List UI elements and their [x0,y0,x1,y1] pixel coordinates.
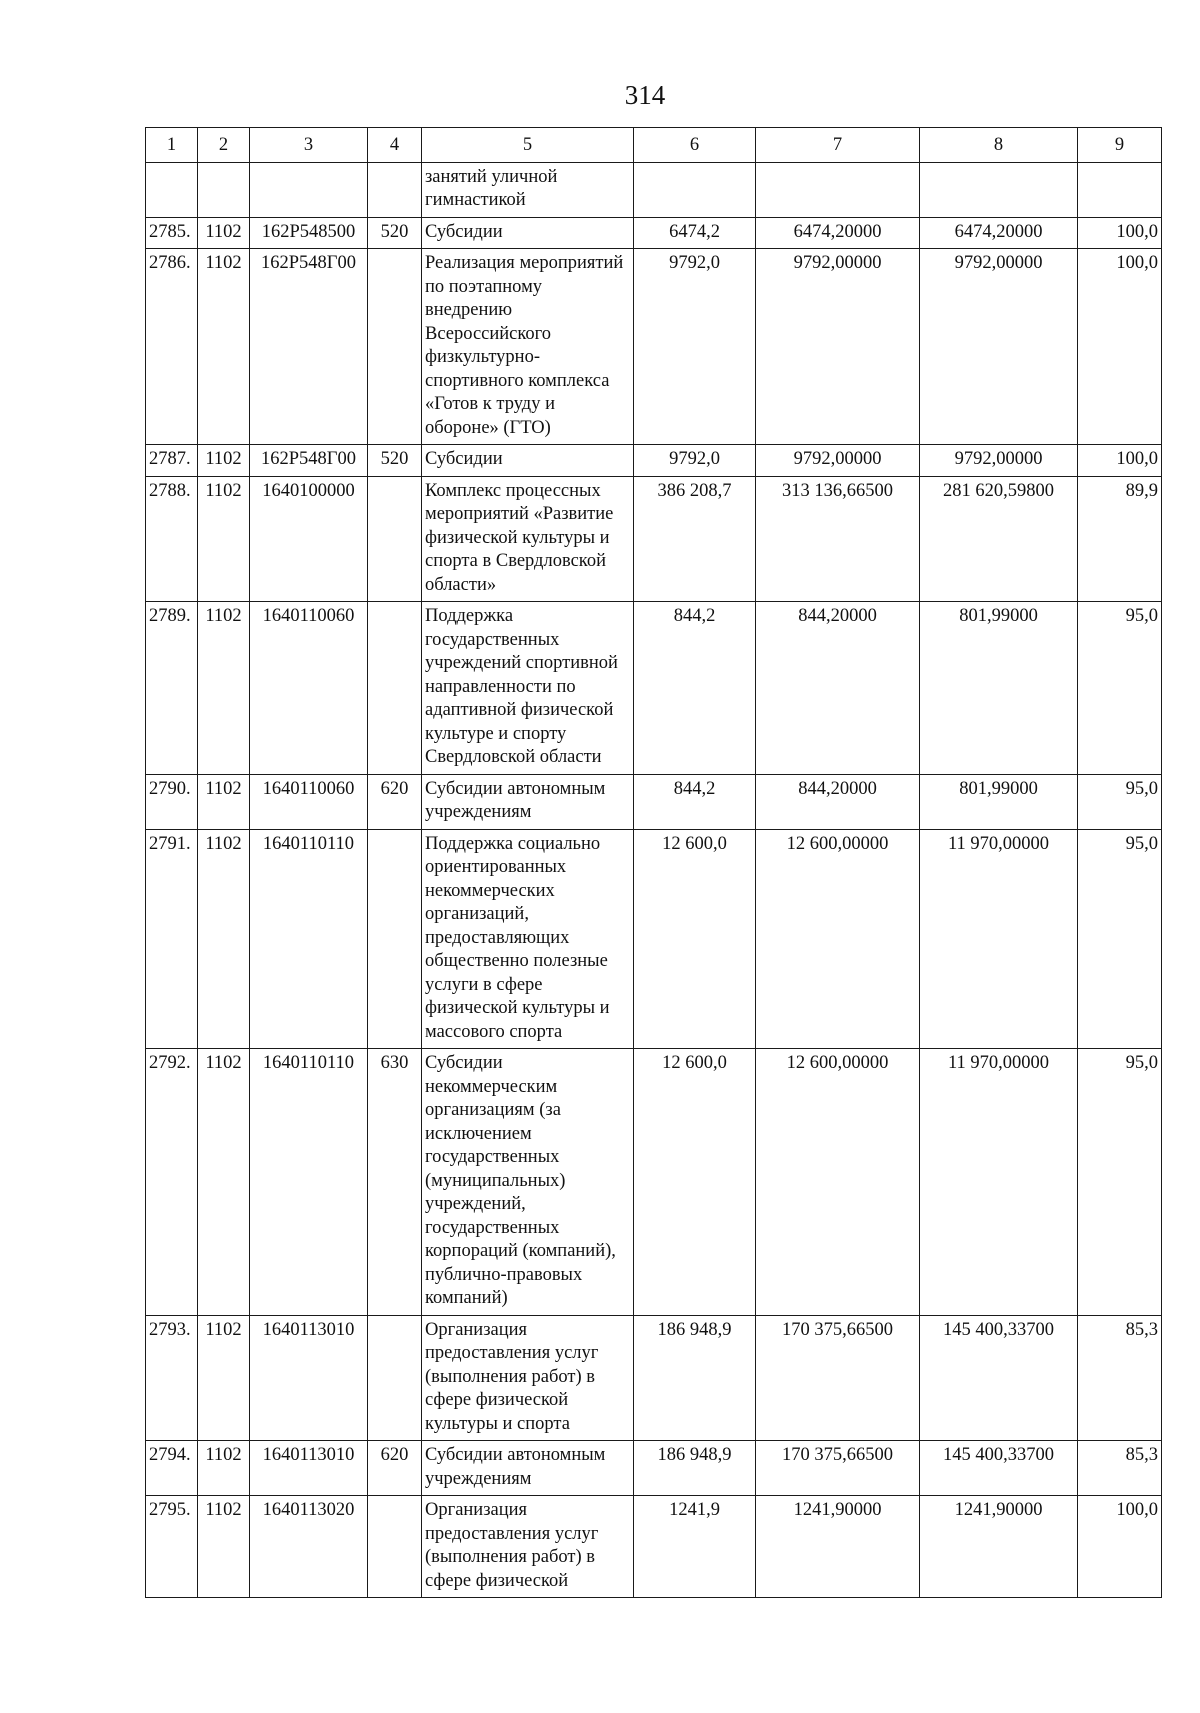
value-col8-cell: 145 400,33700 [920,1441,1078,1496]
section-code-cell: 1102 [198,602,250,775]
value-col7-cell: 1241,90000 [756,1496,920,1598]
target-code-cell: 1640110110 [250,829,368,1049]
row-number-cell: 2793. [146,1315,198,1441]
target-code-cell: 1640100000 [250,476,368,602]
target-code-cell: 162P548500 [250,217,368,249]
percent-cell: 100,0 [1078,249,1162,445]
value-col7-cell: 9792,00000 [756,445,920,477]
row-number-cell: 2791. [146,829,198,1049]
value-col6-cell: 844,2 [634,602,756,775]
table-row [146,162,1162,217]
value-col7-cell: 6474,20000 [756,217,920,249]
table-row [146,217,1162,249]
value-col7-cell: 9792,00000 [756,249,920,445]
value-col7-cell: 844,20000 [756,602,920,775]
expense-type-cell [368,1496,422,1598]
section-code-cell: 1102 [198,774,250,829]
table-row [146,774,1162,829]
row-number-cell: 2789. [146,602,198,775]
table-row [146,249,1162,445]
table-header-row [146,128,1162,163]
section-code-cell: 1102 [198,829,250,1049]
section-code-cell: 1102 [198,217,250,249]
row-number-cell: 2794. [146,1441,198,1496]
target-code-cell: 1640110060 [250,602,368,775]
percent-cell [1078,162,1162,217]
value-col7-cell [756,162,920,217]
row-number-cell: 2786. [146,249,198,445]
section-code-cell: 1102 [198,249,250,445]
value-col6-cell: 9792,0 [634,445,756,477]
column-header-6: 6 [634,128,756,163]
item-name-cell: Комплекс процессных мероприятий «Развитие физической культуры и спорта в Свердловской области» [422,476,634,602]
value-col7-cell: 170 375,66500 [756,1441,920,1496]
value-col6-cell: 12 600,0 [634,1049,756,1316]
value-col8-cell: 801,99000 [920,602,1078,775]
value-col6-cell: 844,2 [634,774,756,829]
expense-type-cell: 520 [368,217,422,249]
table-row [146,1049,1162,1316]
column-header-7: 7 [756,128,920,163]
value-col6-cell: 9792,0 [634,249,756,445]
column-header-8: 8 [920,128,1078,163]
value-col6-cell: 186 948,9 [634,1315,756,1441]
item-name-cell: Поддержка социально ориентированных некоммерческих организаций, предоставляющих общественно полезные услуги в сфере физической культуры и массового спорта [422,829,634,1049]
value-col6-cell: 6474,2 [634,217,756,249]
percent-cell: 85,3 [1078,1315,1162,1441]
target-code-cell: 162P548Г00 [250,445,368,477]
item-name-cell: занятий уличной гимнастикой [422,162,634,217]
percent-cell: 85,3 [1078,1441,1162,1496]
item-name-cell: Субсидии автономным учреждениям [422,1441,634,1496]
expense-type-cell [368,602,422,775]
item-name-cell: Субсидии некоммерческим организациям (за исключением государственных (муниципальных) учреждений, государственных корпораций (компаний), публично-правовых компаний) [422,1049,634,1316]
section-code-cell: 1102 [198,1496,250,1598]
section-code-cell: 1102 [198,1315,250,1441]
row-number-cell: 2785. [146,217,198,249]
row-number-cell: 2788. [146,476,198,602]
item-name-cell: Реализация мероприятий по поэтапному внедрению Всероссийского физкультурно-спортивного комплекса «Готов к труду и обороне» (ГТО) [422,249,634,445]
table-row [146,1441,1162,1496]
percent-cell: 100,0 [1078,217,1162,249]
expense-type-cell: 630 [368,1049,422,1316]
target-code-cell: 1640113010 [250,1315,368,1441]
expense-type-cell: 620 [368,774,422,829]
target-code-cell [250,162,368,217]
value-col8-cell: 9792,00000 [920,249,1078,445]
percent-cell: 89,9 [1078,476,1162,602]
value-col6-cell [634,162,756,217]
value-col6-cell: 186 948,9 [634,1441,756,1496]
expense-type-cell: 520 [368,445,422,477]
table-row [146,602,1162,775]
expense-type-cell [368,249,422,445]
value-col8-cell: 9792,00000 [920,445,1078,477]
column-header-2: 2 [198,128,250,163]
value-col8-cell [920,162,1078,217]
value-col6-cell: 1241,9 [634,1496,756,1598]
column-header-3: 3 [250,128,368,163]
item-name-cell: Субсидии [422,445,634,477]
item-name-cell: Субсидии автономным учреждениям [422,774,634,829]
target-code-cell: 1640113020 [250,1496,368,1598]
column-header-1: 1 [146,128,198,163]
value-col8-cell: 145 400,33700 [920,1315,1078,1441]
percent-cell: 95,0 [1078,602,1162,775]
table-row [146,829,1162,1049]
expense-type-cell [368,829,422,1049]
value-col7-cell: 12 600,00000 [756,829,920,1049]
table-row [146,476,1162,602]
value-col8-cell: 801,99000 [920,774,1078,829]
value-col7-cell: 170 375,66500 [756,1315,920,1441]
expense-type-cell: 620 [368,1441,422,1496]
value-col8-cell: 11 970,00000 [920,829,1078,1049]
item-name-cell: Организация предоставления услуг (выполнения работ) в сфере физической культуры и спорта [422,1315,634,1441]
value-col6-cell: 12 600,0 [634,829,756,1049]
table-row [146,1315,1162,1441]
value-col8-cell: 281 620,59800 [920,476,1078,602]
percent-cell: 95,0 [1078,1049,1162,1316]
target-code-cell: 1640110110 [250,1049,368,1316]
value-col8-cell: 11 970,00000 [920,1049,1078,1316]
table-body [146,162,1162,1598]
budget-table [145,127,1162,1598]
row-number-cell: 2792. [146,1049,198,1316]
percent-cell: 95,0 [1078,774,1162,829]
column-header-5: 5 [422,128,634,163]
target-code-cell: 1640110060 [250,774,368,829]
value-col6-cell: 386 208,7 [634,476,756,602]
expense-type-cell [368,1315,422,1441]
target-code-cell: 1640113010 [250,1441,368,1496]
section-code-cell: 1102 [198,445,250,477]
section-code-cell [198,162,250,217]
table-row [146,1496,1162,1598]
row-number-cell: 2795. [146,1496,198,1598]
section-code-cell: 1102 [198,1441,250,1496]
percent-cell: 100,0 [1078,1496,1162,1598]
row-number-cell: 2790. [146,774,198,829]
section-code-cell: 1102 [198,476,250,602]
target-code-cell: 162P548Г00 [250,249,368,445]
value-col7-cell: 12 600,00000 [756,1049,920,1316]
column-header-9: 9 [1078,128,1162,163]
row-number-cell [146,162,198,217]
section-code-cell: 1102 [198,1049,250,1316]
item-name-cell: Субсидии [422,217,634,249]
value-col8-cell: 6474,20000 [920,217,1078,249]
table-row [146,445,1162,477]
item-name-cell: Поддержка государственных учреждений спортивной направленности по адаптивной физической культуре и спорту Свердловской области [422,602,634,775]
value-col7-cell: 844,20000 [756,774,920,829]
page-number: 314 [624,80,666,110]
row-number-cell: 2787. [146,445,198,477]
item-name-cell: Организация предоставления услуг (выполнения работ) в сфере физической [422,1496,634,1598]
expense-type-cell [368,476,422,602]
value-col8-cell: 1241,90000 [920,1496,1078,1598]
value-col7-cell: 313 136,66500 [756,476,920,602]
percent-cell: 100,0 [1078,445,1162,477]
expense-type-cell [368,162,422,217]
column-header-4: 4 [368,128,422,163]
percent-cell: 95,0 [1078,829,1162,1049]
